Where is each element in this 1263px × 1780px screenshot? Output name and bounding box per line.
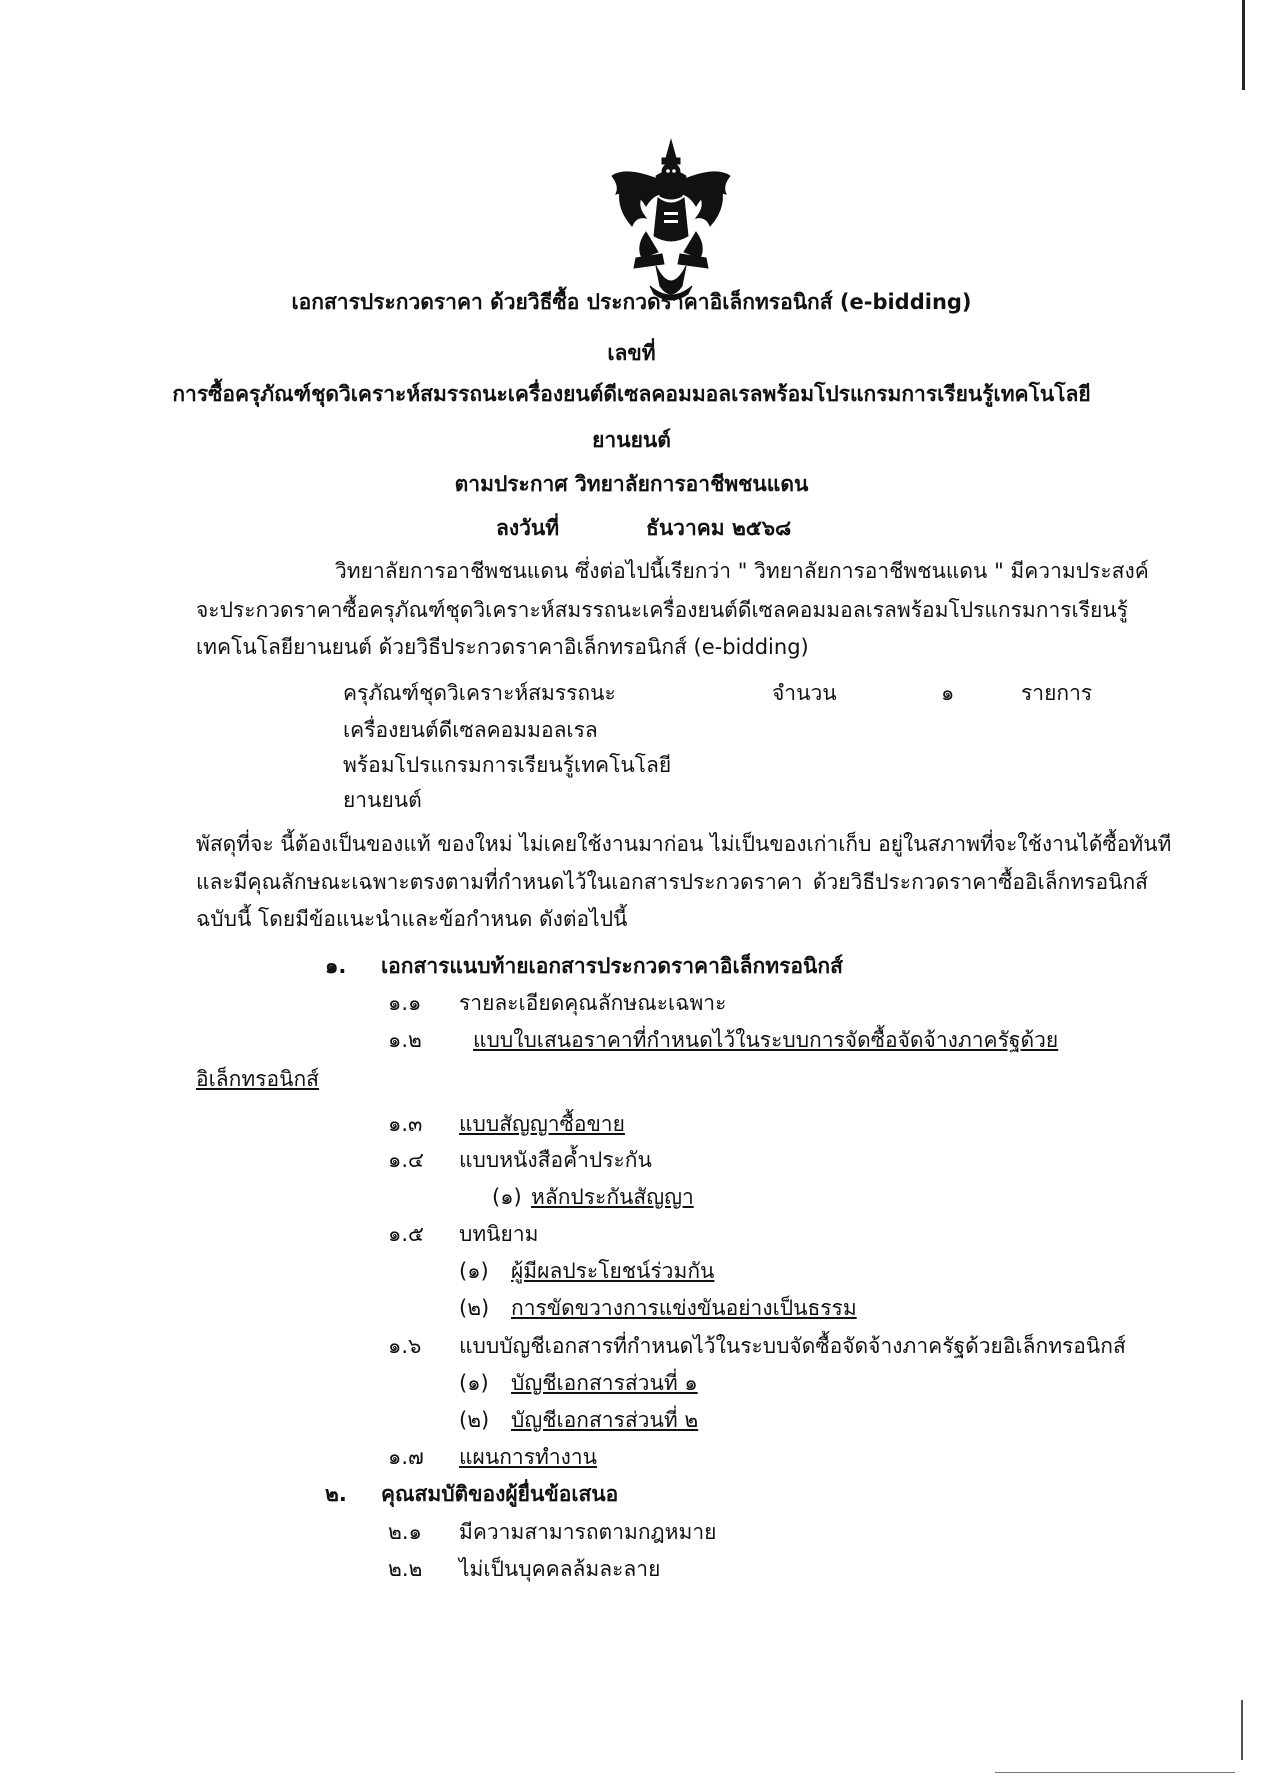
section-title: คุณสมบัติของผู้ยื่นข้อเสนอ	[381, 1482, 619, 1506]
clause-text: แบบบัญชีเอกสารที่กำหนดไว้ในระบบจัดซื้อจัดจ้างภาครัฐด้วยอิเล็กทรอนิกส์	[459, 1334, 1126, 1358]
section-number: ๒.	[325, 1482, 347, 1506]
item-qty-value: ๑	[941, 681, 955, 705]
clause-number: ๑.๖	[388, 1334, 422, 1358]
item-name-line: เครื่องยนต์ดีเซลคอมมอลเรล	[343, 718, 598, 742]
clause-text: มีความสามารถตามกฎหมาย	[459, 1520, 717, 1544]
item-name-line: พร้อมโปรแกรมการเรียนรู้เทคโนโลยี	[343, 753, 672, 777]
clause-link-doc-list-1[interactable]: บัญชีเอกสารส่วนที่ ๑	[511, 1371, 698, 1395]
clause-text: รายละเอียดคุณลักษณะเฉพาะ	[459, 991, 727, 1015]
clause-text: ไม่เป็นบุคคลล้มละลาย	[459, 1557, 661, 1581]
item-name-line: ยานยนต์	[343, 788, 422, 812]
clause-number: ๑.๑	[388, 991, 422, 1015]
clause-number: ๑.๓	[388, 1112, 423, 1136]
condition-line: และมีคุณลักษณะเฉพาะตรงตามที่กำหนดไว้ในเอกสารประกวดราคา ด้วยวิธีประกวดราคาซื้ออิเล็กทรอนิกส์	[196, 870, 1148, 894]
clause-number: ๒.๒	[388, 1557, 423, 1581]
clause-text: แบบหนังสือค้ำประกัน	[459, 1148, 652, 1172]
clause-link-guarantee[interactable]: หลักประกันสัญญา	[531, 1185, 694, 1209]
item-qty-label: จำนวน	[772, 681, 837, 705]
document-title: เอกสารประกวดราคา ด้วยวิธีซื้อ ประกวดราคาอิเล็กทรอนิกส์ (e-bidding)	[291, 290, 972, 314]
procurement-subject-line2: ยานยนต์	[592, 428, 671, 452]
sub-clause-number: (๑)	[459, 1259, 489, 1283]
intro-line: จะประกวดราคาซื้อครุภัณฑ์ชุดวิเคราะห์สมรรถนะเครื่องยนต์ดีเซลคอมมอลเรลพร้อมโปรแกรมการเรียนรู้	[196, 598, 1128, 622]
date-value: ธันวาคม ๒๕๖๘	[646, 516, 792, 540]
condition-line: ฉบับนี้ โดยมีข้อแนะนำและข้อกำหนด ดังต่อไปนี้	[196, 907, 628, 931]
procurement-subject-line1: การซื้อครุภัณฑ์ชุดวิเคราะห์สมรรถนะเครื่องยนต์ดีเซลคอมมอลเรลพร้อมโปรแกรมการเรียนรู้เทคโนโลยี	[172, 382, 1091, 406]
sub-clause-number: (๒)	[459, 1408, 490, 1432]
clause-link-competition[interactable]: การขัดขวางการแข่งขันอย่างเป็นธรรม	[511, 1296, 857, 1320]
sub-clause-number: (๑)	[459, 1371, 489, 1395]
date-label: ลงวันที่	[496, 516, 560, 540]
announcement-line: ตามประกาศ วิทยาลัยการอาชีพชนแดน	[454, 472, 809, 496]
footer-rule	[995, 1772, 1235, 1773]
item-name-line: ครุภัณฑ์ชุดวิเคราะห์สมรรถนะ	[343, 681, 616, 705]
intro-line: วิทยาลัยการอาชีพชนแดน ซึ่งต่อไปนี้เรียกว่า " วิทยาลัยการอาชีพชนแดน " มีความประสงค์	[335, 559, 1149, 583]
document-number-label: เลขที่	[607, 341, 656, 365]
clause-text: บทนิยาม	[459, 1222, 539, 1246]
scan-edge-line	[1241, 1700, 1243, 1760]
clause-link-doc-list-2[interactable]: บัญชีเอกสารส่วนที่ ๒	[511, 1408, 699, 1432]
clause-link-bid-form-cont[interactable]: อิเล็กทรอนิกส์	[196, 1067, 319, 1091]
section-title: เอกสารแนบท้ายเอกสารประกวดราคาอิเล็กทรอนิกส์	[381, 954, 843, 978]
scan-edge-line	[1242, 0, 1245, 90]
clause-link-beneficiary[interactable]: ผู้มีผลประโยชน์ร่วมกัน	[511, 1259, 715, 1283]
clause-number: ๒.๑	[388, 1520, 422, 1544]
clause-number: ๑.๗	[388, 1445, 424, 1469]
sub-clause-number: (๑)	[492, 1185, 522, 1209]
section-number: ๑.	[325, 954, 347, 978]
clause-link-bid-form[interactable]: แบบใบเสนอราคาที่กำหนดไว้ในระบบการจัดซื้อจัดจ้างภาครัฐด้วย	[473, 1028, 1059, 1052]
clause-number: ๑.๕	[388, 1222, 424, 1246]
item-unit: รายการ	[1021, 681, 1093, 705]
condition-line: พัสดุที่จะ นี้ต้องเป็นของแท้ ของใหม่ ไม่เคยใช้งานมาก่อน ไม่เป็นของเก่าเก็บ อยู่ในสภาพที่จะใช้งานได้ซื้อทันที	[196, 832, 1172, 856]
garuda-emblem-icon	[606, 136, 736, 306]
clause-link-contract[interactable]: แบบสัญญาซื้อขาย	[459, 1112, 625, 1136]
intro-line: เทคโนโลยียานยนต์ ด้วยวิธีประกวดราคาอิเล็กทรอนิกส์ (e-bidding)	[196, 635, 809, 659]
clause-number: ๑.๔	[388, 1148, 424, 1172]
clause-link-work-plan[interactable]: แผนการทำงาน	[459, 1445, 598, 1469]
sub-clause-number: (๒)	[459, 1296, 490, 1320]
clause-number: ๑.๒	[388, 1028, 422, 1052]
